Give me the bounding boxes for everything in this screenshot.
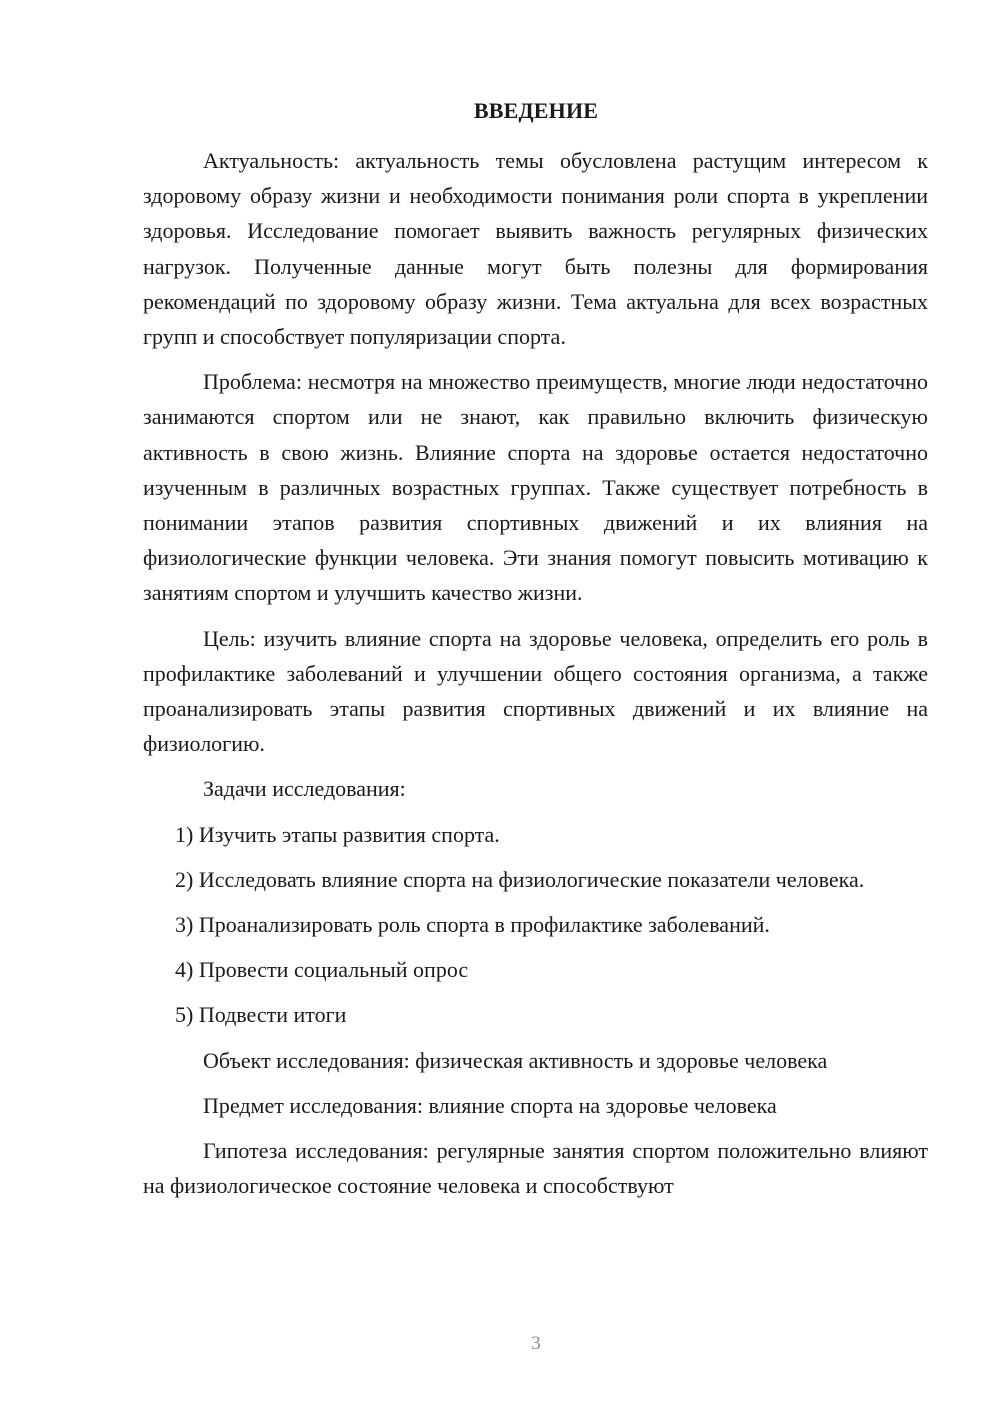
paragraph-subject: Предмет исследования: влияние спорта на здоровье человека	[203, 1092, 777, 1118]
paragraph-relevance: Актуальность: актуальность темы обусловлена растущим интересом к здоровому образу жизни и необходимости понимания роли спорта в укреплении здоровья. Исследование помогает выявить важность регулярных физических нагрузок. Полученные данные могут быть полезны для формирования рекомендаций по здоровому образу жизни. Тема актуальна для всех возрастных групп и способствует популяризации спорта.	[143, 148, 928, 350]
paragraph-object: Объект исследования: физическая активность и здоровье человека	[203, 1047, 828, 1073]
task-item: 5) Подвести итоги	[175, 1002, 347, 1028]
section-title: ВВЕДЕНИЕ	[473, 98, 599, 123]
task-item: 3) Проанализировать роль спорта в профилактике заболеваний.	[175, 912, 770, 938]
page-number: 3	[531, 1333, 541, 1354]
task-item: 1) Изучить этапы развития спорта.	[175, 821, 500, 847]
paragraph-problem: Проблема: несмотря на множество преимуществ, многие люди недостаточно занимаются спортом или не знают, как правильно включить физическую активность в свою жизнь. Влияние спорта на здоровье остается недостаточно изученным в различных возрастных группах. Также существует потребность в понимании этапов развития спортивных движений и их влияния на физиологические функции человека. Эти знания помогут повысить мотивацию к занятиям спортом и улучшить качество жизни.	[143, 369, 928, 606]
task-item: 2) Исследовать влияние спорта на физиологические показатели человека.	[175, 866, 865, 892]
tasks-heading: Задачи исследования:	[203, 776, 406, 802]
paragraph-goal: Цель: изучить влияние спорта на здоровье человека, определить его роль в профилактике заболеваний и улучшении общего состояния организма, а также проанализировать этапы развития спортивных движений и их влияние на физиологию.	[143, 625, 928, 757]
paragraph-hypothesis: Гипотеза исследования: регулярные занятия спортом положительно влияют на физиологическое состояние человека и способствуют	[143, 1138, 928, 1199]
task-item: 4) Провести социальный опрос	[175, 957, 469, 983]
document-body	[143, 143, 928, 1203]
